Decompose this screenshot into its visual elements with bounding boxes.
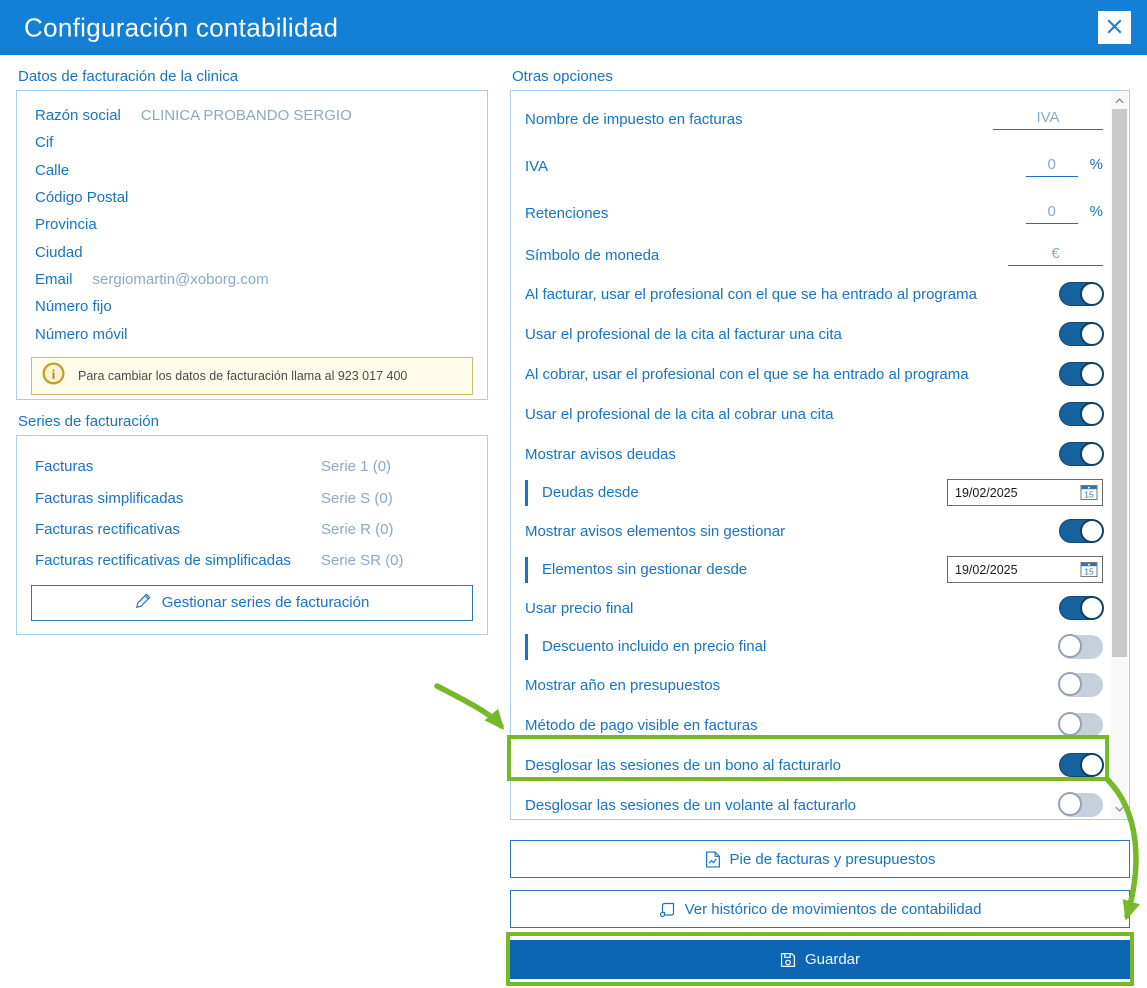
option-label: Desglosar las sesiones de un bono al facturarlo xyxy=(525,756,842,774)
split-bono-sessions-toggle[interactable] xyxy=(1059,753,1103,777)
option-label: Retenciones xyxy=(525,205,609,222)
option-row-discount-included-final-price xyxy=(511,628,1111,665)
currency-symbol-input[interactable]: € xyxy=(1008,245,1103,266)
field-label: Ciudad xyxy=(35,243,83,261)
field-label: Razón social xyxy=(35,107,121,125)
option-label: Mostrar avisos deudas xyxy=(525,445,676,463)
split-volante-sessions-toggle[interactable] xyxy=(1059,793,1103,817)
save-icon xyxy=(780,952,796,968)
billing-heading: Datos de facturación de la clinica xyxy=(18,68,239,85)
date-value: 19/02/2025 xyxy=(955,562,1018,577)
option-row-payment-method-visible xyxy=(511,705,1111,745)
show-year-budgets-toggle[interactable] xyxy=(1059,673,1103,697)
footer-buttons xyxy=(510,840,1130,979)
discount-included-final-price-toggle[interactable] xyxy=(1059,635,1103,659)
options-panel xyxy=(510,90,1130,820)
scrollbar-up-arrow[interactable] xyxy=(1111,93,1128,109)
left-column xyxy=(16,55,488,635)
series-row xyxy=(17,482,487,513)
option-row-show-debt-warnings xyxy=(511,434,1111,474)
right-column xyxy=(510,55,1130,979)
option-label: Desglosar las sesiones de un volante al facturarlo xyxy=(525,796,857,814)
billing-field-row xyxy=(17,157,487,184)
option-label: Usar el profesional de la cita al facturar una cita xyxy=(525,325,842,343)
option-row-show-unmanaged-warnings xyxy=(511,511,1111,551)
debts-since-date-input[interactable] xyxy=(947,479,1103,506)
option-label: Elementos sin gestionar desde xyxy=(542,561,748,578)
field-value: sergiomartin@xoborg.com xyxy=(92,270,269,288)
series-value: Serie SR (0) xyxy=(321,552,404,570)
series-row xyxy=(17,451,487,482)
billing-field-row xyxy=(17,211,487,238)
field-label: Código Postal xyxy=(35,189,129,207)
toggle-knob xyxy=(1080,753,1104,777)
button-label: Ver histórico de movimientos de contabilidad xyxy=(684,900,982,918)
option-row-debts-since xyxy=(511,474,1111,511)
dialog-titlebar xyxy=(0,0,1147,55)
toggle-knob xyxy=(1080,596,1104,620)
option-row-split-bono-sessions xyxy=(511,745,1111,785)
show-unmanaged-warnings-toggle[interactable] xyxy=(1059,519,1103,543)
option-label: Método de pago visible en facturas xyxy=(525,716,758,734)
close-button[interactable] xyxy=(1098,11,1131,44)
field-label: Email xyxy=(35,270,73,288)
option-row-tax-name xyxy=(511,96,1111,143)
button-label: Guardar xyxy=(804,951,861,968)
toggle-knob xyxy=(1058,634,1082,658)
dialog-title: Configuración contabilidad xyxy=(24,12,339,42)
show-debt-warnings-toggle[interactable] xyxy=(1059,442,1103,466)
history-icon xyxy=(659,901,676,918)
svg-text:i: i xyxy=(51,366,56,381)
option-label: Nombre de impuesto en facturas xyxy=(525,111,743,128)
save-button[interactable] xyxy=(510,940,1130,979)
scrollbar-thumb[interactable] xyxy=(1112,109,1127,657)
billing-notice-text: Para cambiar los datos de facturación llama al 923 017 400 xyxy=(78,368,408,383)
svg-text:15: 15 xyxy=(1084,489,1094,500)
billing-field-row xyxy=(17,266,487,293)
billing-fields xyxy=(17,102,487,348)
series-panel xyxy=(16,435,488,635)
payment-method-visible-toggle[interactable] xyxy=(1059,713,1103,737)
option-row-use-login-professional-invoice xyxy=(511,274,1111,314)
option-row-use-final-price xyxy=(511,588,1111,628)
toggle-knob xyxy=(1058,712,1082,736)
toggle-knob xyxy=(1058,672,1082,696)
option-row-use-login-professional-charge xyxy=(511,354,1111,394)
series-row xyxy=(17,545,487,576)
calendar-icon xyxy=(1080,484,1098,501)
series-rows xyxy=(17,451,487,577)
scrollbar-down-arrow[interactable] xyxy=(1111,801,1128,817)
retenciones-percent-input[interactable]: 0 xyxy=(1026,203,1078,224)
svg-text:15: 15 xyxy=(1084,566,1094,577)
button-label: Pie de facturas y presupuestos xyxy=(729,850,936,868)
use-final-price-toggle[interactable] xyxy=(1059,596,1103,620)
close-icon xyxy=(1107,19,1122,37)
use-login-professional-charge-toggle[interactable] xyxy=(1059,362,1103,386)
toggle-knob xyxy=(1080,402,1104,426)
field-label: Calle xyxy=(35,161,70,179)
billing-field-row xyxy=(17,102,487,129)
manage-series-button[interactable] xyxy=(31,585,473,621)
document-icon xyxy=(705,851,721,868)
accounting-history-button[interactable] xyxy=(510,890,1130,928)
series-label: Facturas rectificativas xyxy=(35,520,181,538)
billing-field-row xyxy=(17,184,487,211)
billing-field-row xyxy=(17,238,487,265)
option-row-retenciones-percent xyxy=(511,190,1111,237)
option-row-use-appointment-professional-invoice xyxy=(511,314,1111,354)
calendar-icon xyxy=(1080,561,1098,578)
indent-bar xyxy=(525,557,528,583)
series-value: Serie S (0) xyxy=(321,489,393,507)
option-row-iva-percent xyxy=(511,143,1111,190)
use-appointment-professional-invoice-toggle[interactable] xyxy=(1059,322,1103,346)
option-label: Al cobrar, usar el profesional con el que se ha entrado al programa xyxy=(525,365,969,383)
option-label: Al facturar, usar el profesional con el que se ha entrado al programa xyxy=(525,285,977,303)
series-label: Facturas rectificativas de simplificadas xyxy=(35,552,291,570)
series-row xyxy=(17,514,487,545)
unit-label: % xyxy=(1089,203,1103,220)
options-heading: Otras opciones xyxy=(512,68,613,85)
billing-field-row xyxy=(17,293,487,320)
billing-field-row xyxy=(17,320,487,347)
toggle-knob xyxy=(1080,519,1104,543)
field-label: Cif xyxy=(35,134,54,152)
annotation-arrow-option xyxy=(437,686,501,726)
use-appointment-professional-charge-toggle[interactable] xyxy=(1059,402,1103,426)
option-row-unmanaged-since xyxy=(511,551,1111,588)
tax-name-input[interactable]: IVA xyxy=(993,109,1103,130)
toggle-knob xyxy=(1080,362,1104,386)
series-value: Serie R (0) xyxy=(321,520,394,538)
billing-notice xyxy=(31,357,473,395)
option-label: IVA xyxy=(525,158,549,175)
toggle-knob xyxy=(1080,442,1104,466)
toggle-knob xyxy=(1080,282,1104,306)
unit-label: % xyxy=(1089,156,1103,173)
unmanaged-since-calendar-button[interactable] xyxy=(1076,557,1102,582)
date-value: 19/02/2025 xyxy=(955,485,1018,500)
options-rows xyxy=(511,91,1111,819)
billing-field-row xyxy=(17,129,487,156)
invoice-footer-button[interactable] xyxy=(510,840,1130,878)
unmanaged-since-date-input[interactable] xyxy=(947,556,1103,583)
debts-since-calendar-button[interactable] xyxy=(1076,480,1102,505)
option-row-split-volante-sessions xyxy=(511,785,1111,825)
toggle-knob xyxy=(1058,792,1082,816)
series-label: Facturas simplificadas xyxy=(35,489,184,507)
option-row-currency-symbol xyxy=(511,237,1111,274)
option-row-show-year-budgets xyxy=(511,665,1111,705)
option-label: Símbolo de moneda xyxy=(525,247,660,264)
pencil-icon xyxy=(135,592,152,613)
options-scrollbar xyxy=(1111,92,1128,818)
option-label: Usar precio final xyxy=(525,599,634,617)
field-label: Número fijo xyxy=(35,298,112,316)
option-label: Descuento incluido en precio final xyxy=(542,638,767,655)
option-label: Deudas desde xyxy=(542,484,639,501)
option-label: Mostrar año en presupuestos xyxy=(525,676,721,694)
series-label: Facturas xyxy=(35,458,94,476)
option-label: Mostrar avisos elementos sin gestionar xyxy=(525,522,786,540)
indent-bar xyxy=(525,634,528,660)
field-label: Provincia xyxy=(35,216,97,234)
info-icon xyxy=(42,362,65,390)
field-value: CLINICA PROBANDO SERGIO xyxy=(140,107,352,125)
option-label: Usar el profesional de la cita al cobrar una cita xyxy=(525,405,834,423)
option-row-use-appointment-professional-charge xyxy=(511,394,1111,434)
manage-series-label: Gestionar series de facturación xyxy=(161,594,370,612)
series-heading: Series de facturación xyxy=(18,413,159,430)
field-label: Número móvil xyxy=(35,325,128,343)
series-value: Serie 1 (0) xyxy=(321,458,392,476)
use-login-professional-invoice-toggle[interactable] xyxy=(1059,282,1103,306)
indent-bar xyxy=(525,480,528,506)
iva-percent-input[interactable]: 0 xyxy=(1026,156,1078,177)
billing-panel xyxy=(16,90,488,400)
toggle-knob xyxy=(1080,322,1104,346)
